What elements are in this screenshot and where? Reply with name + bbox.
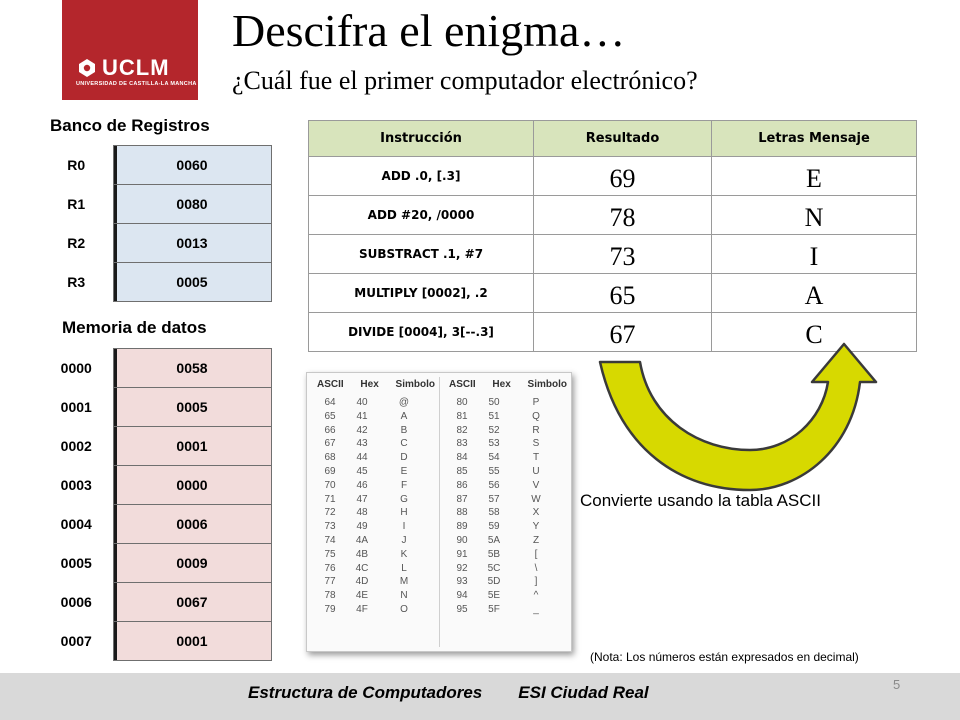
ascii-symbol: O [400,603,408,615]
ascii-row [447,589,569,603]
ascii-hex: 42 [356,424,368,436]
ascii-symbol: D [400,452,408,464]
ascii-decimal: 67 [324,438,336,450]
ascii-hex: 52 [488,424,500,436]
memory-row [40,505,271,544]
memory-address: 0004 [60,516,92,532]
ascii-decimal: 84 [456,452,468,464]
ascii-symbol: ] [534,576,538,588]
register-value: 0060 [113,146,271,185]
ascii-row [447,506,569,520]
ascii-decimal: 88 [456,507,468,519]
ascii-row [447,437,569,451]
ascii-decimal: 70 [324,479,336,491]
ascii-hex: 58 [488,507,500,519]
ascii-symbol: _ [533,603,539,615]
ascii-hex: 53 [488,438,500,450]
ascii-symbol: U [532,465,540,477]
ascii-row [315,410,437,424]
ascii-decimal: 81 [456,410,468,422]
result-cell: 73 [534,235,712,274]
ascii-row [315,575,437,589]
ascii-symbol: T [532,452,540,464]
ascii-row [315,534,437,548]
ascii-decimal: 78 [324,590,336,602]
ascii-decimal: 86 [456,479,468,491]
ascii-row [315,424,437,438]
ascii-decimal: 83 [456,438,468,450]
memory-value: 0009 [113,544,271,583]
ascii-hex: 54 [488,452,500,464]
ascii-symbol: P [532,397,540,408]
letter-cell: C [712,313,917,352]
ascii-symbol: @ [398,397,410,408]
ascii-row [315,506,437,520]
instruction-cell: ADD #20, /0000 [309,196,534,235]
ascii-decimal: 71 [324,493,336,505]
memory-row [40,466,271,505]
ascii-symbol: Q [532,410,540,422]
slide-subtitle: ¿Cuál fue el primer computador electrónico? [232,66,698,95]
data-memory-table [40,348,272,661]
ascii-symbol: Z [532,534,540,546]
memory-row [40,427,271,466]
ascii-row [447,396,569,410]
decimal-note: (Nota: Los números están expresados en decimal) [590,650,859,664]
ascii-hex: 5C [487,562,501,574]
ascii-symbol: L [401,562,407,574]
ascii-symbol: H [400,507,408,519]
header-letters: Letras Mensaje [712,121,917,157]
ascii-row [315,603,437,617]
memory-address: 0005 [60,555,92,571]
ascii-column-left [315,379,437,617]
result-cell: 78 [534,196,712,235]
letter-cell: N [712,196,917,235]
footer-bar [0,673,960,720]
ascii-decimal: 73 [324,521,336,533]
register-name: R0 [67,157,86,173]
ascii-table-image [306,372,572,652]
ascii-hex: 5D [487,576,501,588]
ascii-symbol: F [400,479,408,491]
memory-value: 0001 [113,622,271,661]
memory-label: Memoria de datos [62,318,207,337]
memory-address: 0001 [60,399,92,415]
register-name: R1 [67,196,86,212]
memory-value: 0001 [113,427,271,466]
ascii-decimal: 65 [324,410,336,422]
result-cell: 67 [534,313,712,352]
register-bank-table [40,145,272,302]
ascii-hex: 45 [356,465,368,477]
logo-subtext: UNIVERSIDAD DE CASTILLA-LA MANCHA [76,81,197,87]
ascii-symbol: X [532,507,540,519]
ascii-symbol: I [402,521,406,533]
header-result: Resultado [534,121,712,157]
slide-title: Descifra el enigma… [232,5,626,56]
letter-cell: A [712,274,917,313]
memory-value: 0000 [113,466,271,505]
ascii-hex: 46 [356,479,368,491]
ascii-hex: 4E [355,590,369,602]
ascii-row [315,548,437,562]
ascii-row [315,479,437,493]
memory-row [40,622,271,661]
instruction-table-header [309,121,917,157]
ascii-hex: 5E [487,590,501,602]
memory-value: 0006 [113,505,271,544]
ascii-symbol: G [400,493,408,505]
ascii-symbol: C [400,438,408,450]
memory-row [40,544,271,583]
instruction-cell: ADD .0, [.3] [309,157,534,196]
ascii-decimal: 69 [324,465,336,477]
register-value: 0013 [113,224,271,263]
register-value: 0005 [113,263,271,302]
ascii-hex: 4A [355,534,369,546]
ascii-symbol: V [532,479,540,491]
register-row [40,263,271,302]
ascii-decimal: 89 [456,521,468,533]
page-number: 5 [893,677,901,692]
ascii-hex: 48 [356,507,368,519]
ascii-header: ASCII Hex Simbolo [449,379,567,390]
ascii-divider [439,377,440,647]
footer-text [248,683,649,703]
memory-row [40,388,271,427]
curved-arrow-icon [590,340,880,510]
ascii-hex: 47 [356,493,368,505]
ascii-row [447,493,569,507]
ascii-hex: 56 [488,479,500,491]
ascii-row [447,534,569,548]
ascii-decimal: 75 [324,548,336,560]
ascii-hex: 5A [487,534,501,546]
memory-address: 0002 [60,438,92,454]
memory-address: 0003 [60,477,92,493]
result-cell: 65 [534,274,712,313]
ascii-hex: 4D [355,576,369,588]
instruction-row [309,235,917,274]
ascii-row [447,410,569,424]
ascii-decimal: 87 [456,493,468,505]
memory-value: 0067 [113,583,271,622]
ascii-row [315,465,437,479]
register-name: R3 [67,274,86,290]
ascii-hex: 49 [356,521,368,533]
ascii-hex: 43 [356,438,368,450]
memory-value: 0058 [113,349,271,388]
ascii-hex: 4B [355,548,369,560]
ascii-hex: 57 [488,493,500,505]
ascii-hex: 41 [356,410,368,422]
ascii-row [315,437,437,451]
ascii-symbol: J [401,534,407,546]
ascii-symbol: M [399,576,409,588]
uclm-logo [62,0,198,100]
instruction-row [309,274,917,313]
registers-label: Banco de Registros [50,116,210,135]
ascii-row [447,465,569,479]
memory-address: 0006 [60,594,92,610]
ascii-row [447,451,569,465]
ascii-row [315,396,437,410]
ascii-hex: 4C [355,562,369,574]
letter-cell: E [712,157,917,196]
footer-course: Estructura de Computadores [248,683,483,702]
ascii-decimal: 77 [324,576,336,588]
ascii-row [315,589,437,603]
ascii-decimal: 74 [324,534,336,546]
ascii-decimal: 80 [456,397,468,408]
memory-address: 0007 [60,633,92,649]
ascii-row [447,520,569,534]
result-cell: 69 [534,157,712,196]
ascii-row [315,562,437,576]
ascii-symbol: W [531,493,541,505]
ascii-row [447,562,569,576]
ascii-symbol: B [400,424,408,436]
uclm-emblem-icon [76,57,98,79]
ascii-symbol: S [532,438,540,450]
ascii-decimal: 91 [456,548,468,560]
ascii-row [447,479,569,493]
footer-school: ESI Ciudad Real [518,683,649,702]
ascii-row [315,520,437,534]
ascii-decimal: 93 [456,576,468,588]
ascii-hex: 4F [356,603,368,615]
ascii-hex: 44 [356,452,368,464]
convert-note: Convierte usando la tabla ASCII [580,491,821,510]
ascii-symbol: ^ [533,590,539,602]
ascii-decimal: 72 [324,507,336,519]
ascii-symbol: \ [534,562,538,574]
register-row [40,224,271,263]
ascii-symbol: Y [532,521,540,533]
ascii-hex: 5F [488,603,500,615]
ascii-decimal: 92 [456,562,468,574]
ascii-hex: 59 [488,521,500,533]
ascii-row [447,603,569,617]
ascii-decimal: 76 [324,562,336,574]
instruction-table [308,120,917,352]
header-instruction: Instrucción [309,121,534,157]
ascii-symbol: R [532,424,540,436]
memory-address: 0000 [60,360,92,376]
ascii-decimal: 82 [456,424,468,436]
ascii-symbol: A [400,410,408,422]
letter-cell: I [712,235,917,274]
ascii-hex: 40 [356,397,368,408]
ascii-decimal: 90 [456,534,468,546]
ascii-column-right [447,379,569,617]
instruction-cell: SUBSTRACT .1, #7 [309,235,534,274]
instruction-row [309,196,917,235]
register-value: 0080 [113,185,271,224]
ascii-row [447,548,569,562]
ascii-decimal: 94 [456,590,468,602]
ascii-symbol: [ [534,548,538,560]
instruction-cell: MULTIPLY [0002], .2 [309,274,534,313]
ascii-symbol: K [400,548,408,560]
ascii-hex: 50 [488,397,500,408]
memory-row [40,583,271,622]
register-name: R2 [67,235,86,251]
ascii-decimal: 79 [324,603,336,615]
ascii-row [447,424,569,438]
ascii-decimal: 95 [456,603,468,615]
ascii-decimal: 85 [456,465,468,477]
register-row [40,146,271,185]
memory-value: 0005 [113,388,271,427]
instruction-cell: DIVIDE [0004], 3[--.3] [309,313,534,352]
register-row [40,185,271,224]
ascii-header: ASCII Hex Simbolo [317,379,435,390]
ascii-row [315,451,437,465]
instruction-row [309,157,917,196]
logo-text: UCLM [102,55,170,80]
ascii-symbol: E [400,465,408,477]
ascii-symbol: N [400,590,408,602]
ascii-hex: 55 [488,465,500,477]
memory-row [40,349,271,388]
ascii-row [447,575,569,589]
ascii-decimal: 66 [324,424,336,436]
ascii-decimal: 68 [324,452,336,464]
ascii-hex: 5B [487,548,501,560]
ascii-decimal: 64 [324,397,336,408]
ascii-row [315,493,437,507]
ascii-hex: 51 [488,410,500,422]
